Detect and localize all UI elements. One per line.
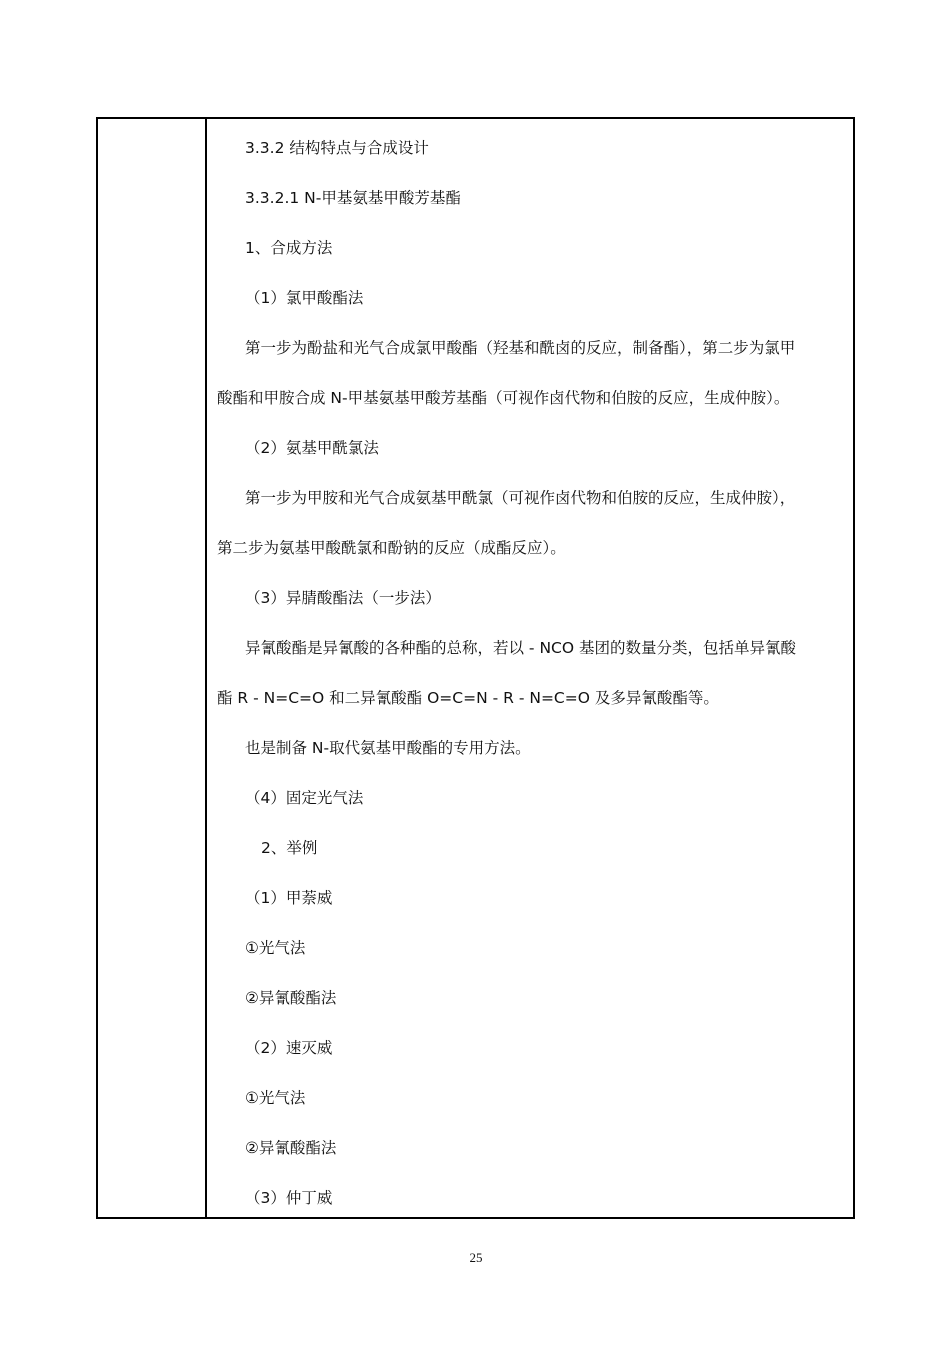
- subheading-synthesis-methods: 1、合成方法: [245, 239, 333, 257]
- example-1-title: （1）甲萘威: [245, 889, 333, 907]
- paragraph-line: 第一步为甲胺和光气合成氨基甲酰氯（可视作卤代物和伯胺的反应，生成仲胺），: [245, 489, 796, 507]
- table-left-cell: [98, 119, 207, 1217]
- example-item: ②异氰酸酯法: [245, 989, 337, 1007]
- section-heading-3-3-2: 3.3.2 结构特点与合成设计: [245, 139, 429, 157]
- table-content-cell: [209, 119, 853, 1217]
- example-item: ①光气法: [245, 939, 306, 957]
- paragraph-line: 酯 R - N=C=O 和二异氰酸酯 O=C=N - R - N=C=O 及多异氰酸酯等。: [217, 689, 719, 707]
- example-item: ②异氰酸酯法: [245, 1139, 337, 1157]
- paragraph-line: 第一步为酚盐和光气合成氯甲酸酯（羟基和酰卤的反应，制备酯），第二步为氯甲: [245, 339, 796, 357]
- method-3-title: （3）异腈酸酯法（一步法）: [245, 589, 441, 607]
- method-1-title: （1）氯甲酸酯法: [245, 289, 364, 307]
- subheading-examples: 2、举例: [261, 839, 318, 857]
- paragraph-line: 异氰酸酯是异氰酸的各种酯的总称，若以 - NCO 基团的数量分类，包括单异氰酸: [245, 639, 796, 657]
- method-4-title: （4）固定光气法: [245, 789, 364, 807]
- example-3-title: （3）仲丁威: [245, 1189, 333, 1207]
- page-number: 25: [469, 1250, 483, 1265]
- example-item: ①光气法: [245, 1089, 306, 1107]
- method-2-title: （2）氨基甲酰氯法: [245, 439, 379, 457]
- paragraph-line: 也是制备 N-取代氨基甲酸酯的专用方法。: [245, 739, 531, 757]
- content-table: [96, 117, 855, 1219]
- paragraph-line: 第二步为氨基甲酸酰氯和酚钠的反应（成酯反应）。: [217, 539, 566, 557]
- paragraph-line: 酸酯和甲胺合成 N-甲基氨基甲酸芳基酯（可视作卤代物和伯胺的反应，生成仲胺）。: [217, 389, 790, 407]
- example-2-title: （2）速灭威: [245, 1039, 333, 1057]
- section-heading-3-3-2-1: 3.3.2.1 N-甲基氨基甲酸芳基酯: [245, 189, 461, 207]
